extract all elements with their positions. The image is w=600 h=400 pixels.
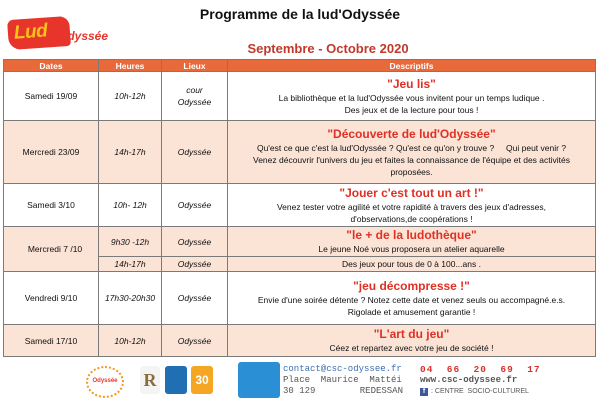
- logo-text-odyssee: Odyssée: [58, 29, 109, 43]
- contact-city: REDESSAN: [359, 386, 403, 396]
- event-title: "Jeu lis": [387, 76, 436, 91]
- caf-logo: [165, 366, 187, 394]
- column-header-dates: Dates: [4, 60, 99, 72]
- description-cell: [228, 272, 596, 325]
- contact-email[interactable]: contact@csc-odyssee.fr: [283, 364, 402, 374]
- program-table: [3, 59, 596, 357]
- date-cell: Samedi 19/09: [4, 72, 99, 121]
- place-cell: Odyssée: [162, 121, 228, 184]
- table-row: [4, 227, 596, 257]
- event-title: "le + de la ludothèque": [346, 228, 477, 242]
- date-cell: Mercredi 7 /10: [4, 227, 99, 272]
- column-header-heures: Heures: [99, 60, 162, 72]
- time-cell: 14h-17h: [99, 257, 162, 272]
- place-cell: Odyssée: [162, 257, 228, 272]
- facebook-label: : CENTRE SOCIO-CULTUREL: [431, 388, 529, 395]
- date-cell: Mercredi 23/09: [4, 121, 99, 184]
- description-cell: [228, 325, 596, 357]
- page-subtitle: Septembre - Octobre 2020: [247, 41, 409, 56]
- table-row: [4, 184, 596, 227]
- place-cell: Odyssée: [162, 227, 228, 257]
- time-cell: 9h30 -12h: [99, 227, 162, 257]
- place-cell: Odyssée: [162, 272, 228, 325]
- description-line: Envie d'une soirée détente ? Notez cette date et venez seuls ou accompagné.e.s.: [257, 294, 566, 305]
- time-cell: 10h-12h: [99, 72, 162, 121]
- event-title: "Jouer c'est tout un art !": [339, 185, 484, 200]
- description-line: Venez découvrir l'univers du jeu et faites la connaissance de l'équipe et des activités: [253, 154, 570, 165]
- odyssee-sun-logo: [86, 366, 124, 398]
- date-cell: Samedi 3/10: [4, 184, 99, 227]
- description-line: d'observations,de coopérations !: [350, 213, 473, 224]
- description-cell: [228, 121, 596, 184]
- table-row: [4, 325, 596, 357]
- date-cell: Vendredi 9/10: [4, 272, 99, 325]
- place-cell: Odyssée: [162, 184, 228, 227]
- partner-logo-r: R: [140, 366, 160, 394]
- table-row: [4, 272, 596, 325]
- table-row: [4, 72, 596, 121]
- event-title: "L'art du jeu": [373, 327, 450, 341]
- phone-number: 04 66 20 69 17: [420, 364, 541, 375]
- ludodyssee-logo: [8, 18, 116, 52]
- column-header-lieux: Lieux: [162, 60, 228, 72]
- odyssee-sun-logo-caption: Odyssée: [92, 378, 118, 384]
- description-cell: [228, 72, 596, 121]
- date-cell: Samedi 17/10: [4, 325, 99, 357]
- table-header-row: [4, 60, 596, 72]
- contact-address: Place Maurice Mattéi: [283, 375, 402, 385]
- time-cell: 10h-12h: [99, 325, 162, 357]
- event-title: "Découverte de lud'Odyssée": [327, 126, 496, 141]
- time-cell: 17h30-20h30: [99, 272, 162, 325]
- description-line: La bibliothèque et la lud'Odyssée vous invitent pour un temps ludique .: [278, 92, 545, 103]
- website-link[interactable]: www.csc-odyssee.fr: [420, 375, 518, 385]
- description-line: Des jeux pour tous de 0 à 100...ans .: [342, 259, 481, 269]
- description-cell: [228, 257, 596, 272]
- contact-block: [283, 364, 403, 397]
- description-line: Céez et repartez avec votre jeu de société !: [329, 343, 494, 353]
- description-line: Des jeux et de la lecture pour tous !: [344, 104, 479, 115]
- time-cell: 10h- 12h: [99, 184, 162, 227]
- description-line: proposées.: [390, 166, 433, 177]
- page-title: Programme de la lud'Odyssée: [199, 6, 401, 22]
- description-line: Rigolade et amusement garantie !: [347, 306, 476, 317]
- contact-city-line: [283, 386, 403, 397]
- department-30-logo: [191, 366, 213, 394]
- logo-text-lud: Lud: [13, 20, 48, 44]
- facebook-line: [420, 388, 529, 396]
- facebook-icon: f: [420, 388, 428, 396]
- department-30-badge: 30: [195, 373, 209, 387]
- column-header-descriptifs: Descriptifs: [228, 60, 596, 72]
- centre-social-logo: [238, 362, 280, 398]
- description-cell: [228, 184, 596, 227]
- description-line: Le jeune Noé vous proposera un atelier aquarelle: [318, 244, 505, 254]
- description-line: Qu'est ce que c'est la lud'Odyssée ? Qu'est ce qu'on y trouve ? Qui peut venir ?: [256, 142, 567, 153]
- time-cell: 14h-17h: [99, 121, 162, 184]
- place-cell: Odyssée: [162, 325, 228, 357]
- table-row: [4, 121, 596, 184]
- place-cell: cour Odyssée: [162, 72, 228, 121]
- description-line: Venez tester votre agilité et votre rapidité à travers des jeux d'adresses,: [276, 201, 547, 212]
- event-title: "jeu décompresse !": [353, 278, 470, 293]
- contact-postcode: 30 129: [283, 386, 316, 396]
- description-cell: [228, 227, 596, 257]
